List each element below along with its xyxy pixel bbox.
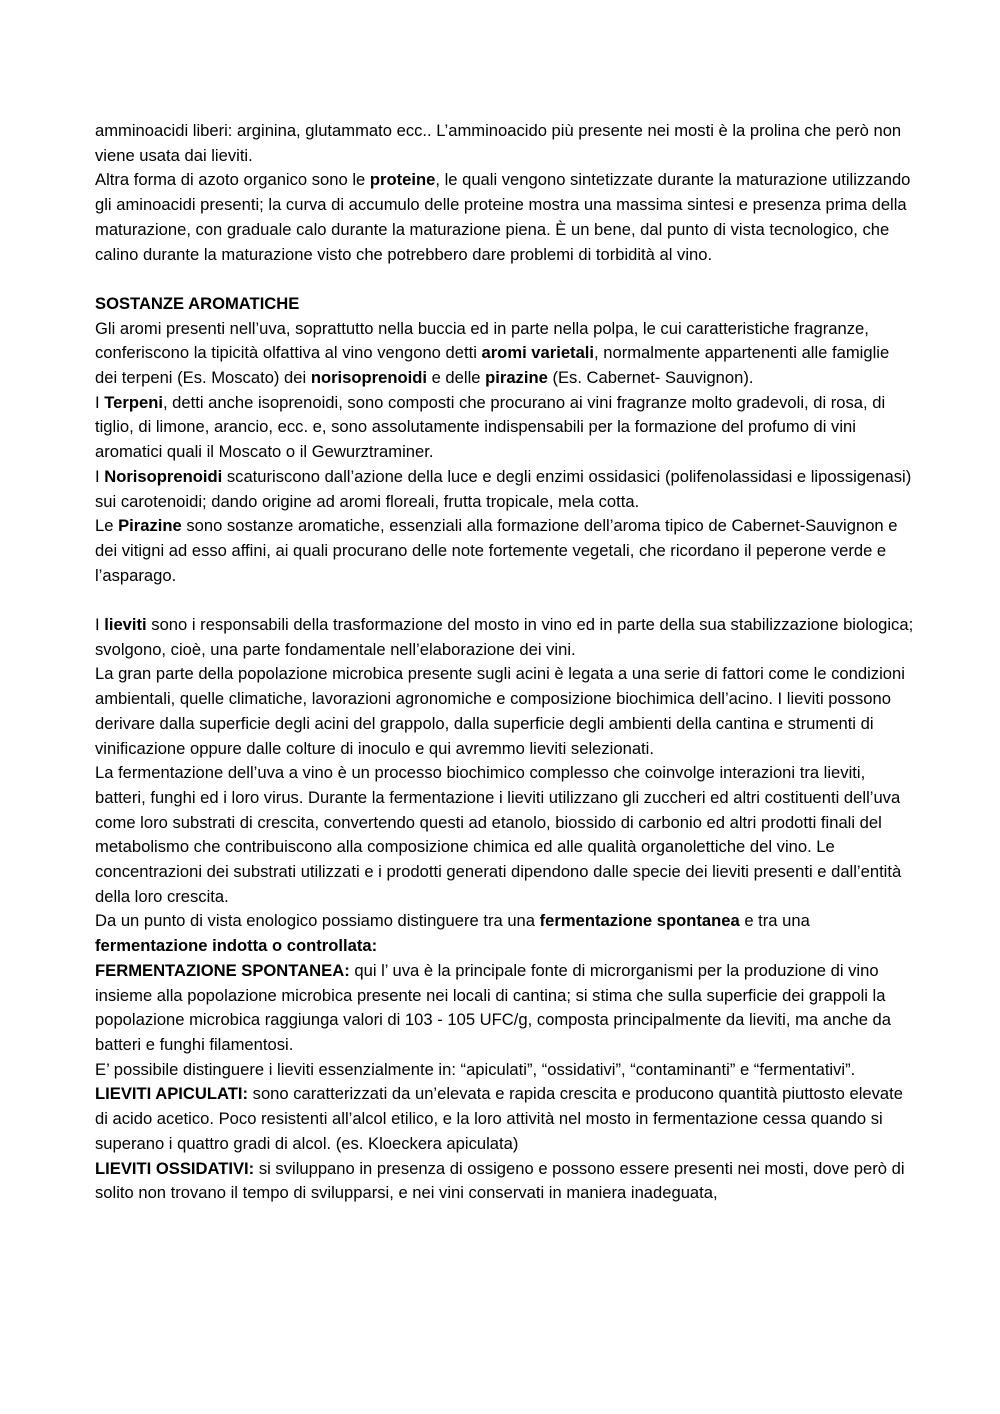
paragraph-spacer xyxy=(95,267,915,292)
text-run: Da un punto di vista enologico possiamo distinguere tra una xyxy=(95,911,540,931)
bold-text: LIEVITI OSSIDATIVI: xyxy=(95,1158,255,1178)
paragraph xyxy=(95,514,915,588)
text-run: E’ possibile distinguere i lieviti essenzialmente in: “apiculati”, “ossidativi”, “contaminanti” e “fermentativi”. xyxy=(95,1059,856,1079)
paragraph xyxy=(95,613,915,662)
text-run: sono caratterizzati da un’elevata e rapida crescita e producono quantità piuttosto elevate di acido acetico. Poco resistenti all’alcol etilico, e la loro attività nel mosto in fermentazione cessa quando si superano i quattro gradi di alcol. (es. Kloeckera apiculata) xyxy=(95,1084,903,1153)
paragraph xyxy=(95,119,915,168)
text-run: scaturiscono dall’azione della luce e degli enzimi ossidasici (polifenolassidasi e lipossigenasi) sui carotenoidi; dando origine ad aromi floreali, frutta tropicale, mela cotta. xyxy=(95,466,912,511)
text-run: si sviluppano in presenza di ossigeno e possono essere presenti nei mosti, dove però di solito non trovano il tempo di svilupparsi, e nei vini conservati in maniera inadeguata, xyxy=(95,1158,905,1203)
text-run: , normalmente appartenenti alle famiglie dei terpeni (Es. Moscato) dei xyxy=(95,343,890,388)
paragraph xyxy=(95,909,915,958)
text-run: sono sostanze aromatiche, essenziali alla formazione dell’aroma tipico de Cabernet-Sauvignon e dei vitigni ad esso affini, ai quali procurano delle note fortemente vegetali, che ricordano il peperone verde e l’asparago. xyxy=(95,516,898,585)
paragraph xyxy=(95,317,915,391)
text-run: La fermentazione dell’uva a vino è un processo biochimico complesso che coinvolge interazioni tra lieviti, batteri, funghi ed i loro virus. Durante la fermentazione i lieviti utilizzano gli zuccheri ed altri costituenti dell’uva come loro substrati di crescita, convertendo questi ad etanolo, biossido di carbonio ed altri prodotti finali del metabolismo che contribuiscono alla composizione chimica ed alle qualità organolettiche del vino. Le concentrazioni dei substrati utilizzati e i prodotti generati dipendono dalle specie dei lieviti presenti e dall’entità della loro crescita. xyxy=(95,763,902,906)
text-run: I xyxy=(95,392,105,412)
text-run: , le quali vengono sintetizzate durante la maturazione utilizzando gli aminoacidi presenti; la curva di accumulo delle proteine mostra una massima sintesi e presenza prima della maturazione, con graduale calo durante la maturazione piena. È un bene, dal punto di vista tecnologico, che calino durante la maturazione visto che potrebbero dare problemi di torbidità al vino. xyxy=(95,170,911,264)
bold-text: aromi varietali xyxy=(481,343,595,363)
bold-text: fermentazione indotta o controllata: xyxy=(95,936,378,956)
paragraph-spacer xyxy=(95,588,915,613)
bold-text: proteine xyxy=(369,170,436,190)
text-run: (Es. Cabernet- Sauvignon). xyxy=(547,368,754,388)
bold-text: Pirazine xyxy=(118,516,182,536)
paragraph xyxy=(95,168,915,267)
text-run: amminoacidi liberi: arginina, glutammato ecc.. L’amminoacido più presente nei mosti è la prolina che però non viene usata dai lieviti. xyxy=(95,121,902,165)
text-run: Le xyxy=(95,516,119,536)
paragraph xyxy=(95,662,915,761)
paragraph xyxy=(95,292,915,317)
bold-text: fermentazione spontanea xyxy=(539,911,740,931)
paragraph xyxy=(95,761,915,909)
document-page xyxy=(95,119,915,1206)
text-run: sono i responsabili della trasformazione del mosto in vino ed in parte della sua stabilizzazione biologica; svolgono, cioè, una parte fondamentale nell’elaborazione dei vini. xyxy=(95,615,914,659)
text-run: Gli aromi presenti nell’uva, soprattutto nella buccia ed in parte nella polpa, le cui caratteristiche fragranze, conferiscono la tipicità olfattiva al vino vengono detti xyxy=(95,318,869,363)
paragraph xyxy=(95,391,915,465)
bold-text: FERMENTAZIONE SPONTANEA: xyxy=(95,960,350,980)
bold-text: Terpeni xyxy=(104,392,163,412)
text-run: Altra forma di azoto organico sono le xyxy=(95,170,370,190)
text-run: qui l’ uva è la principale fonte di microrganismi per la produzione di vino insieme alla popolazione microbica presente nei locali di cantina; si stima che sulla superficie dei grappoli la popolazione microbica raggiunga valori di 103 - 105 UFC/g, composta principalmente da lieviti, ma anche da batteri e funghi filamentosi. xyxy=(95,960,892,1054)
text-run: e delle xyxy=(426,368,486,388)
text-run: I xyxy=(95,466,105,486)
paragraph xyxy=(95,1157,915,1206)
text-run: e tra una xyxy=(739,911,810,931)
paragraph xyxy=(95,959,915,1058)
paragraph xyxy=(95,1058,915,1083)
bold-text: Norisoprenoidi xyxy=(104,466,223,486)
bold-text: SOSTANZE AROMATICHE xyxy=(95,293,300,313)
text-run: La gran parte della popolazione microbica presente sugli acini è legata a una serie di fattori come le condizioni ambientali, quelle climatiche, lavorazioni agronomiche e composizione biochimica dell’acino. I lieviti possono derivare dalla superficie degli acini del grappolo, dalla superficie degli ambienti della cantina e strumenti di vinificazione oppure dalle colture di inoculo e qui avremmo lieviti selezionati. xyxy=(95,664,905,758)
bold-text: LIEVITI APICULATI: xyxy=(95,1084,249,1104)
paragraph xyxy=(95,1082,915,1156)
paragraph xyxy=(95,465,915,514)
bold-text: norisoprenoidi xyxy=(310,368,427,388)
text-run: , detti anche isoprenoidi, sono composti che procurano ai vini fragranze molto gradevoli, di rosa, di tiglio, di limone, arancio, ecc. e, sono assolutamente indispensabili per la formazione del profumo di vini aromatici quali il Moscato o il Gewurztraminer. xyxy=(95,392,886,462)
bold-text: pirazine xyxy=(485,368,548,388)
bold-text: lieviti xyxy=(104,615,147,635)
text-run: I xyxy=(95,615,105,635)
